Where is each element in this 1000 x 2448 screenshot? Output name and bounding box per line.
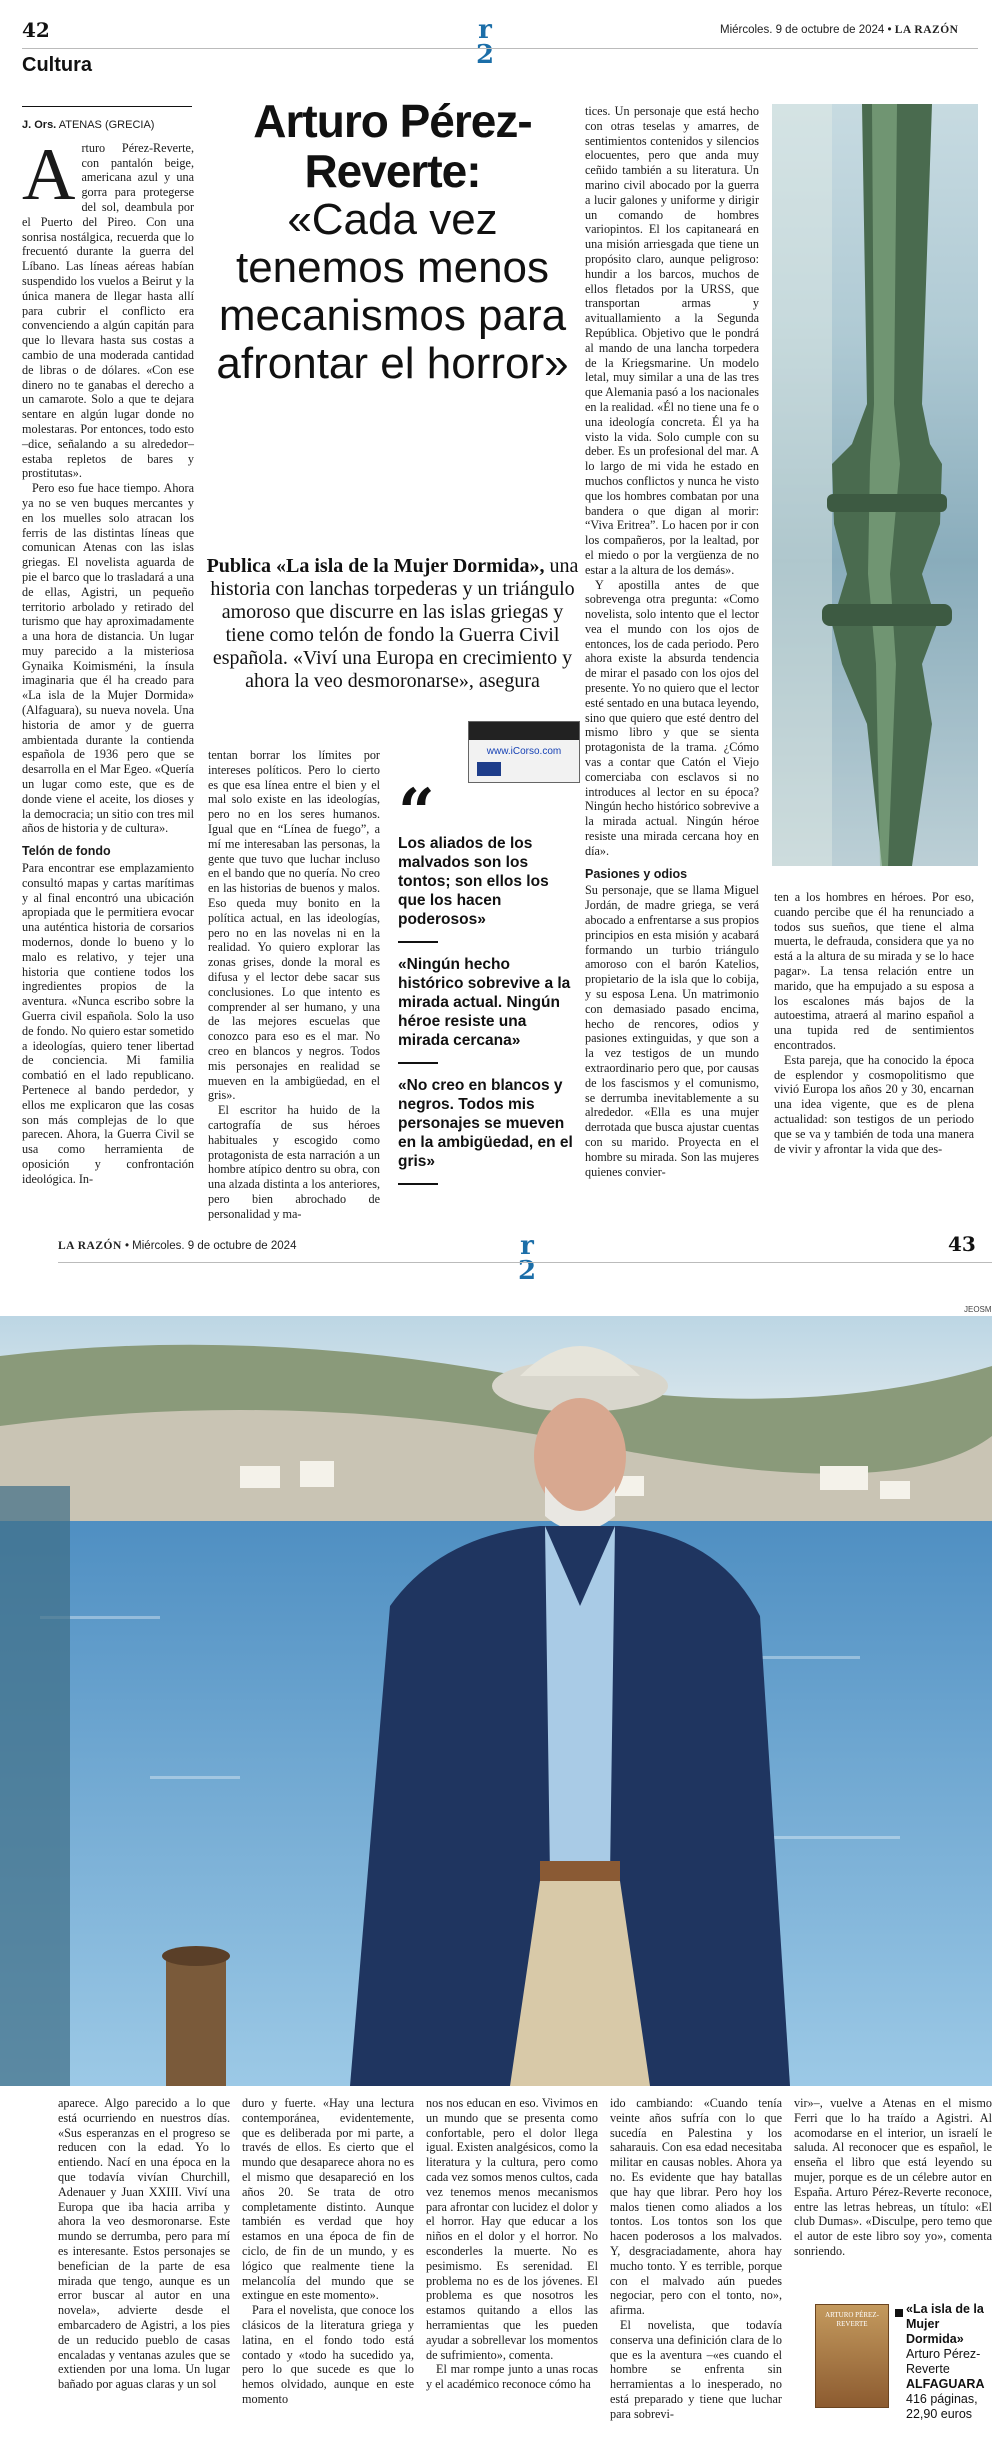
bottom-column-3: nos nos educan en eso. Vivimos en un mundo que se presenta como confortable, pero el dolor llega igual. Existen analgésicos, como la literatura y la cultura, pero como cada vez somos menos cultos, cada vez tenemos menos mecanismos para afrontar con lucidez el dolor y el horror. Hay que educar a los niños en el dolor y el horror. No esconderles la muerte. No es pesimismo. Es serenidad. El problema no es de los jóvenes. El problema es que nosotros les estamos quitando a ellos las herramientas que les pueden ayudar a sobrellevar los momentos de sufrimiento», comenta. El mar rompe junto a unas rocas y el académico reconoce cómo ha (426, 2096, 598, 2392)
ad-banner[interactable] (468, 721, 580, 783)
book-info: «La isla de la Mujer Dormida» Arturo Pérez-Reverte ALFAGUARA 416 páginas, 22,90 euros (906, 2302, 985, 2421)
headline-quote: «Cada vez tenemos menos mecanismos para afrontar el horror» (216, 195, 569, 388)
subhead-telon: Telón de fondo (22, 844, 111, 859)
headline (205, 96, 580, 388)
main-photo (0, 1316, 992, 2086)
header-rule-2 (58, 1262, 992, 1263)
supplement-logo: r 2 (475, 15, 495, 70)
pull-quote-3: «No creo en blancos y negros. Todos mis personajes se mueven en la ambigüedad, en el gris» (398, 1077, 573, 1170)
section-rule (22, 106, 192, 107)
pull-quotes (398, 775, 576, 1197)
column-photo (772, 104, 978, 866)
bottom-column-4: ido cambiando: «Cuando tenía veinte años sufría con lo que sucedía en Palestina y los saharauis. Con esa edad necesitaba militar en causas nobles. Ahora ya no. Es evidente que hay batallas que hay que librar. Pero hoy los malos tienen como aliados a los tontos. Los tontos son los que hacen poderosos a los malvados. Y, desgraciadamente, ahora hay mucho tonto. Y es terrible, porque con el malvado aún puedes negociar, pero con el tonto, no», afirma. El novelista, que todavía conserva una definición clara de lo que es la aventura –«es cuando el hombre se enfrenta sin herramientas a lo inesperado, no está preparado y tiene que luchar para sobrevi- (610, 2096, 782, 2421)
pull-quote-2: «Ningún hecho histórico sobrevive a la mirada actual. Ningún héroe resiste una mirada cercana» (398, 956, 571, 1049)
drop-cap: A (22, 133, 76, 216)
page-date: Miércoles. 9 de octubre de 2024 • LA RAZÓN (720, 24, 959, 36)
headline-name: Arturo Pérez-Reverte: (253, 95, 532, 197)
quote-mark-icon: “ (398, 775, 435, 850)
brand-name: LA RAZÓN (894, 24, 959, 36)
page-number-right: 43 (948, 1232, 976, 1256)
photo-credit: JEOSM (964, 1305, 992, 1314)
bottom-column-2: duro y fuerte. «Hay una lectura contemporánea, evidentemente, que es deliberada por mi parte, a través de ellos. Es cierto que el mundo que desaparece ahora no es el mismo que desapareció en los años 20. Se trata de otro completamente distinto. Aunque también es verdad que hoy estamos en una época de fin de ciclo, de fin de un mundo, y es lógico que realmente tiene la melancolía del mundo que se extingue en este momento». Para el novelista, que conoce los clásicos de la literatura griega y latina, en el fondo todo está contado y «todo ha sucedido ya, pero lo que sucede es que lo hemos olvidado, aunque en este momento (242, 2096, 414, 2406)
subhead-pasiones: Pasiones y odios (585, 866, 688, 881)
article-column-1: J. Ors. ATENAS (GRECIA) Arturo Pérez-Reverte, con pantalón beige, americana azul y una gorra para protegerse del sol, deambula por el Puerto del Pireo. Con una sonrisa nostálgica, recuerda que lo frecuentó durante la guerra del Líbano. Las líneas aéreas habían suspendido los vuelos a Beirut y la única manera de llegar hasta allí para cubrir el conflicto era convenciendo a algún capitán para que lo llevara hasta sus costas a cambio de una moderada cantidad de libras o de dólares. «Con ese dinero no te ganabas el derecho a un camarote. Solo a que te dejara sentare en algún lugar donde no molestaras. Por entonces, todo esto –dice, señalando a su alrededor– estaba repletos de bares y prostitutas». Pero eso fue hace tiempo. Ahora ya no se ven buques mercantes y en los muelles solo atracan los ferris de las distintas líneas que comunican Atenas con las islas griegas. El novelista aguarda de pie el barco que lo trasladará a una de ellas, Agistri, un pequeño territorio arbolado y retirado del turismo que hay aproximadamente a una hora de distancia. Un lugar muy parecido a la misteriosa Gynaika Koimisméni, la ínsula imaginaria que él ha creado para «La isla de la Mujer Dormida» (Alfaguara), su nueva novela. Una historia de amor y de guerra ambientada durante la contienda española de 1936 pero que se desarrolla en el Mar Egeo. «Quería un lugar como este, que es de donde viene el aceite, los dioses y la democracia; un sitio con tres mil años de historia y de cultura». Telón de fondo Para encontrar ese emplazamiento consultó mapas y cartas marítimas y al final encontró una ubicación apropiada que le permitiera evocar una auténtica historia de corsarios modernos, donde lo bueno y lo malo es relativo, y tejer una historia que contiene todos los ingredientes propios de la aventura. «Nunca escribo sobre la Guerra civil española. Solo la uso de fondo. No quiero estar sometido a ideologías, quiero tener libertad de conciencia. Mi familia combatió en el lado republicano. Pertenece al bando perdedor, y ellos me explicaron que las cosas son más complejas de lo que parecen. Ahora, la Guerra Civil se usa como herramienta de oposición y confrontación ideológica. In- (22, 119, 194, 1186)
section-title: Cultura (22, 54, 92, 76)
article-column-5: ten a los hombres en héroes. Por eso, cuando percibe que él ha renunciado a todos sus sueños, que tiene el alma muerta, le defrauda, considera que ya no está a la altura de su mirada y se lo hace pagar». La tensa relación entre un marido, que ha empujado a su esposa a los escalones más bajos de la autoestima, atraerá al marino español a una tupida red de sentimientos encontrados. Esta pareja, que ha conocido la época de esplendor y cosmopolitismo que vivió Europa los años 20 y 30, encarnan una idea vigente, que es de plena actualidad: son testigos de un periodo que se va y también de toda una manera de vivir y afrontar la vida que des- (774, 890, 974, 1156)
byline: J. Ors. ATENAS (GRECIA) (22, 119, 155, 131)
ad-text: www.iCorso.com (486, 746, 562, 757)
header-rule (22, 48, 978, 49)
supplement-logo-2: r 2 (517, 1231, 537, 1286)
page-number-left: 42 (22, 18, 50, 42)
bottom-column-1: aparece. Algo parecido a lo que está ocurriendo en nuestros días. «Sus esperanzas en el progreso se reducen con la edad. Yo lo entiendo. Nací en una época en la que todavía vivían Churchill, Adenauer y Juan XXIII. Viví una Europa que iba hacia arriba y ahora la veo desmoronarse. Este mundo se derrumba, pero para mí es interesante. Estos personajes se benefician de la parte de esa mirada que tengo, aunque es un error buscar al autor en una novela», advierte desde el embarcadero de Agistri, a los pies de un reducido pueblo de casas encaladas y ventanas azules que se extienden por una loma. Un lugar bañado por aguas claras y un sol (58, 2096, 230, 2392)
book-square-icon (895, 2309, 903, 2317)
article-column-2: tentan borrar los límites por intereses políticos. Pero lo cierto es que esa línea entre el bien y el mal solo existe en las ideologías, pero no en los seres humanos. Igual que en “Línea de fuego”, a mí me interesaban las personas, la gente que tuvo que luchar incluso en el bando que no quería. No creo en las historias de buenos y malos. Eso queda muy bonito en la política actual, en las ideologías, pero no en las novelas ni en la realidad. Yo quiero explorar las zonas grises, donde la moral es difusa y el lector debe sacar sus conclusiones. Lo que intento es comprender al ser humano, y una de las mejores escuelas que conozco para eso es el mar. No creo en blancos y negros. Todos mis personajes en realidad se mueven en la ambigüedad, en el gris». El escritor ha huido de la cartografía de sus héroes habituales y escogido como protagonista de esta narración a un hombre atípico dentro su obra, con una alzada distinta a los anteriores, pero bien abrochado de personalidad y ma- (208, 748, 380, 1221)
pull-quote-1: Los aliados de los malvados son los tontos; son ellos los que los hacen poderosos» (398, 835, 549, 928)
page-header-right: LA RAZÓN • Miércoles. 9 de octubre de 2024 (58, 1240, 297, 1252)
article-column-4: tices. Un personaje que está hecho con otras teselas y amarres, de sentimientos contenidos y silencios elocuentes, pero que anda muy ceñido también a su literatura. Un marino civil abocado por la guerra a lucir galones y uniforme y dirigir un comando de hombres variopintos. El los capitaneará en una misión arriesgada que tiene un propósito claro, aunque peligroso: hundir a los barcos, muchos de ellos fletados por la URSS, que transportan armas y avituallamiento a la Segunda República. Objetivo que le pondrá al mando de una lancha torpedera de la Kriegsmarine. Un modelo letal, muy similar a una de las tres que Alemania pasó a los nacionales en la realidad. «Él no tiene una fe o una ideología concreta. Él ya ha visto la vida. Solo cumple con su deber. Es un profesional del mar. A lo largo de mi vida he estado en muchos conflictos y nunca he visto que los hombres combatan por una bandera o que digan al morir: “Viva Eritrea”. Lo hacen por ir con los compañeros, por la lealtad, por el miedo o por la vergüenza de no estar a la altura de los demás». Y apostilla antes de que sobrevenga otra pregunta: «Como novelista, solo intento que el lector vea el mundo con los ojos de entonces, los de cada periodo. Pero ahora existe la absurda tendencia de mirar el pasado con los ojos del presente. Yo no quiero que el lector esté sentado en una butaca leyendo, sino que quiero que esté dentro del mismo libro y que se sienta protagonista de la trama. ¿Cómo vas a contar que Catón el Viejo comerciaba con esclavos si no introduces al lector en su época? Ningún hecho histórico sobrevive a la mirada actual. Ningún héroe resiste una mirada cercana hoy en día». Pasiones y odios Su personaje, que se llama Miguel Jordán, de madre griega, se verá abocado a enfrentarse a sus propios principios en esta misión y acabará formando un turbio triángulo amoroso con el barón Katelios, propietario de la isla que lo cobija, y su esposa Lena. Un matrimonio con demasiado pasado encima, hecho de rencores, odios y pasiones extinguidas, y que son a la vez testigos de un mundo extraordinario pero que, por causas de los fascismos y el comunismo, se derrumba inevitablemente a su alrededor. «Ella es una mujer derrotada que busca ajustar cuentas con su marido. Proyecta en el hombre su mirada. Son las mujeres quienes convier- (585, 104, 759, 1179)
bottom-column-5: vir»–, vuelve a Atenas en el mismo Ferri que lo ha traído a Agistri. Al acomodarse en el interior, un israelí le saluda. Al reconocer que es español, le enseña el libro que está leyendo su mujer, porque es de un célebre autor en España. Arturo Pérez-Reverte reconoce, entre las letras hebreas, un título: «El club Dumas». «Disculpe, pero temo que el autor de este libro soy yo», comenta sonriendo. (794, 2096, 992, 2258)
book-cover-text: ARTURO PÉREZ-REVERTE (825, 2311, 879, 2328)
book-cover (815, 2304, 889, 2408)
author-portrait-illustration (0, 1316, 992, 2086)
deck: Publica «La isla de la Mujer Dormida», una historia con lanchas torpederas y un triángulo amoroso que discurre en las islas griegas y tiene como telón de fondo la Guerra Civil española. «Viví una Europa en crecimiento y ahora la veo desmoronarse», asegura (206, 555, 579, 692)
iron-column-illustration (772, 104, 978, 866)
brand-name-2: LA RAZÓN (58, 1240, 122, 1252)
